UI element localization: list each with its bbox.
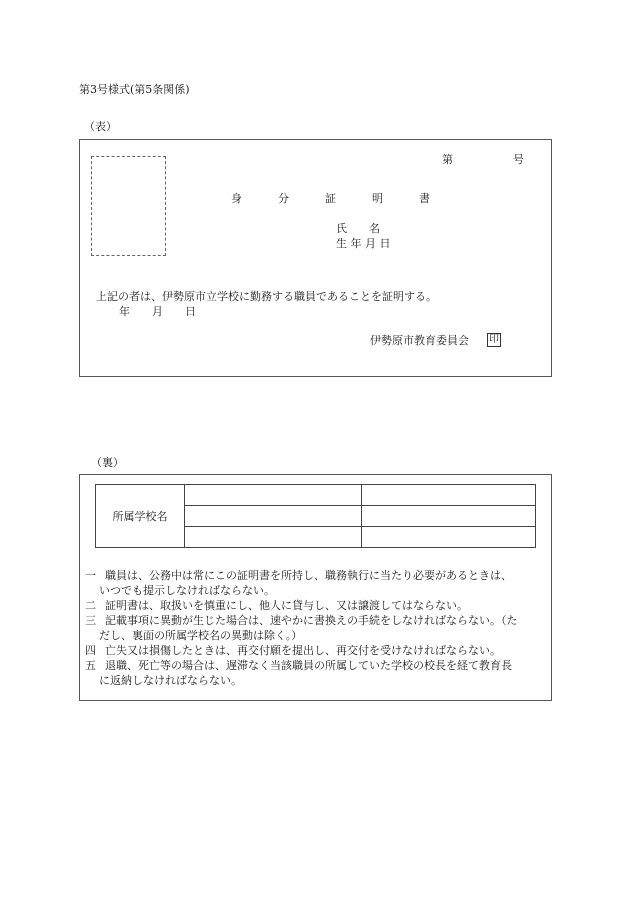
- note-item: [85, 598, 518, 613]
- name-label: 氏 名: [336, 222, 380, 235]
- note-item-continuation: [85, 583, 518, 598]
- note-text: だし、裏面の所属学校名の異動は除く。）: [99, 629, 303, 642]
- title-char: 明: [372, 192, 383, 205]
- seal-char: 印: [489, 334, 499, 345]
- photo-placeholder: [91, 156, 166, 256]
- note-number: 二: [85, 599, 96, 612]
- note-number: 一: [85, 569, 96, 582]
- note-text: に返納しなければならない。: [99, 674, 242, 687]
- note-item: [85, 568, 518, 583]
- note-text: いつでも提示しなければならない。: [99, 584, 275, 597]
- note-text: 職員は、公務中は常にこの証明書を所持し、職務執行に当たり必要があるときは、: [105, 569, 512, 582]
- title-char: 分: [278, 192, 289, 205]
- back-label: （裏）: [91, 456, 124, 469]
- table-cell: [185, 527, 362, 548]
- note-text: 退職、死亡等の場合は、遅滞なく当該職員の所属していた学校の校長を経て教育長: [105, 659, 512, 672]
- number-suffix: 号: [513, 153, 524, 166]
- note-text: 証明書は、取扱いを慎重にし、他人に貸与し、又は譲渡してはならない。: [105, 599, 468, 612]
- official-seal: [487, 333, 501, 347]
- dob-label: 生 年 月 日: [336, 237, 391, 250]
- note-item: [85, 643, 518, 658]
- table-row: [96, 485, 536, 506]
- table-cell: [362, 485, 536, 506]
- front-label: （表）: [84, 120, 117, 133]
- document-title: [231, 192, 431, 205]
- note-item-continuation: [85, 673, 518, 688]
- front-card: [79, 139, 552, 377]
- table-cell: [362, 506, 536, 527]
- school-table: [95, 484, 536, 548]
- title-char: 書: [419, 192, 430, 205]
- note-number: 五: [85, 659, 96, 672]
- note-number: 四: [85, 644, 96, 657]
- note-item: [85, 658, 518, 673]
- certification-statement: 上記の者は、伊勢原市立学校に勤務する職員であることを証明する。: [96, 290, 437, 303]
- title-char: 証: [325, 192, 336, 205]
- form-number: 第3号様式(第5条関係): [79, 83, 190, 96]
- note-item: [85, 613, 518, 628]
- school-label: 所属学校名: [96, 485, 185, 548]
- table-cell: [185, 485, 362, 506]
- note-text: 亡失又は損傷したときは、再交付願を提出し、再交付を受けなければならない。: [105, 644, 501, 657]
- note-item-continuation: [85, 628, 518, 643]
- notes-list: [85, 568, 518, 688]
- issuer-name: 伊勢原市教育委員会: [370, 334, 469, 347]
- title-char: 身: [231, 192, 242, 205]
- note-number: 三: [85, 614, 96, 627]
- note-text: 記載事項に異動が生じた場合は、速やかに書換えの手続をしなければならない。（た: [105, 614, 518, 627]
- back-card: [79, 474, 552, 701]
- table-cell: [362, 527, 536, 548]
- table-cell: [185, 506, 362, 527]
- issue-date: 年 月 日: [119, 305, 196, 318]
- number-prefix: 第: [442, 153, 453, 166]
